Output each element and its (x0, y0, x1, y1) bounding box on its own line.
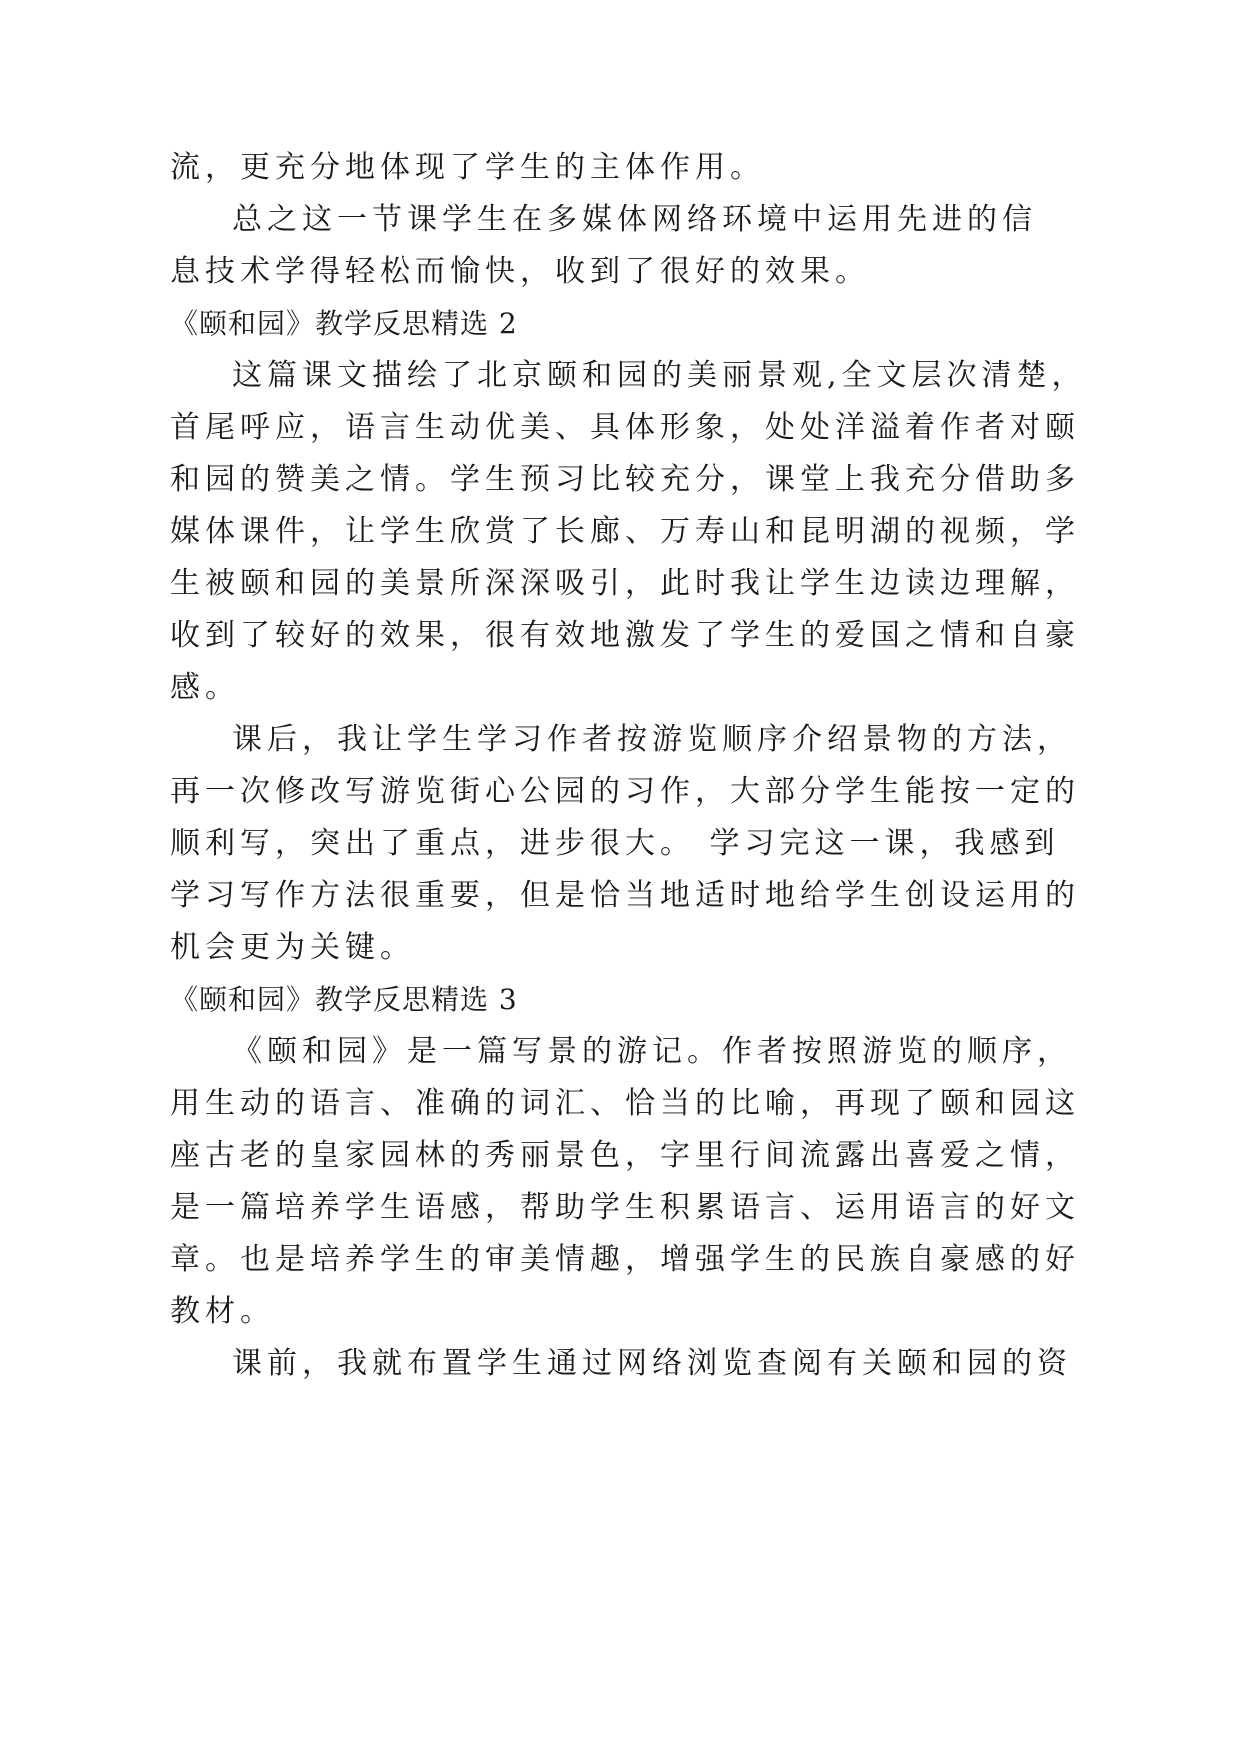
paragraph-line: 学习写作方法很重要，但是恰当地适时地给学生创设运用的 (170, 878, 1080, 913)
paragraph-line: 这篇课文描绘了北京颐和园的美丽景观,全文层次清楚， (232, 358, 1087, 393)
paragraph-line: 座古老的皇家园林的秀丽景色，字里行间流露出喜爱之情， (170, 1138, 1080, 1173)
paragraph-line: 用生动的语言、准确的词汇、恰当的比喻，再现了颐和园这 (170, 1086, 1080, 1121)
section-heading: 《颐和园》教学反思精选 3 (170, 983, 518, 1016)
paragraph-line: 流，更充分地体现了学生的主体作用。 (170, 150, 765, 185)
paragraph-line: 再一次修改写游览街心公园的习作，大部分学生能按一定的 (170, 774, 1080, 809)
paragraph-line: 媒体课件，让学生欣赏了长廊、万寿山和昆明湖的视频，学 (170, 514, 1080, 549)
paragraph-line: 首尾呼应，语言生动优美、具体形象，处处洋溢着作者对颐 (170, 410, 1080, 445)
paragraph-line: 生被颐和园的美景所深深吸引，此时我让学生边读边理解， (170, 566, 1080, 601)
section-heading: 《颐和园》教学反思精选 2 (170, 307, 518, 340)
paragraph-line: 章。也是培养学生的审美情趣，增强学生的民族自豪感的好 (170, 1242, 1080, 1277)
paragraph-line: 《颐和园》是一篇写景的游记。作者按照游览的顺序， (232, 1034, 1072, 1069)
paragraph-line: 感。 (170, 670, 240, 705)
paragraph-line: 和园的赞美之情。学生预习比较充分，课堂上我充分借助多 (170, 462, 1080, 497)
paragraph-line: 是一篇培养学生语感，帮助学生积累语言、运用语言的好文 (170, 1190, 1080, 1225)
paragraph-line: 顺利写，突出了重点，进步很大。 学习完这一课，我感到 (170, 826, 1060, 861)
paragraph-line: 机会更为关键。 (170, 930, 415, 965)
paragraph-line: 总之这一节课学生在多媒体网络环境中运用先进的信 (232, 202, 1037, 237)
paragraph-line: 息技术学得轻松而愉快，收到了很好的效果。 (170, 254, 870, 289)
paragraph-line: 教材。 (170, 1294, 275, 1329)
paragraph-line: 课前，我就布置学生通过网络浏览查阅有关颐和园的资 (232, 1346, 1072, 1381)
paragraph-line: 收到了较好的效果，很有效地激发了学生的爱国之情和自豪 (170, 618, 1080, 653)
paragraph-line: 课后，我让学生学习作者按游览顺序介绍景物的方法， (232, 722, 1072, 757)
